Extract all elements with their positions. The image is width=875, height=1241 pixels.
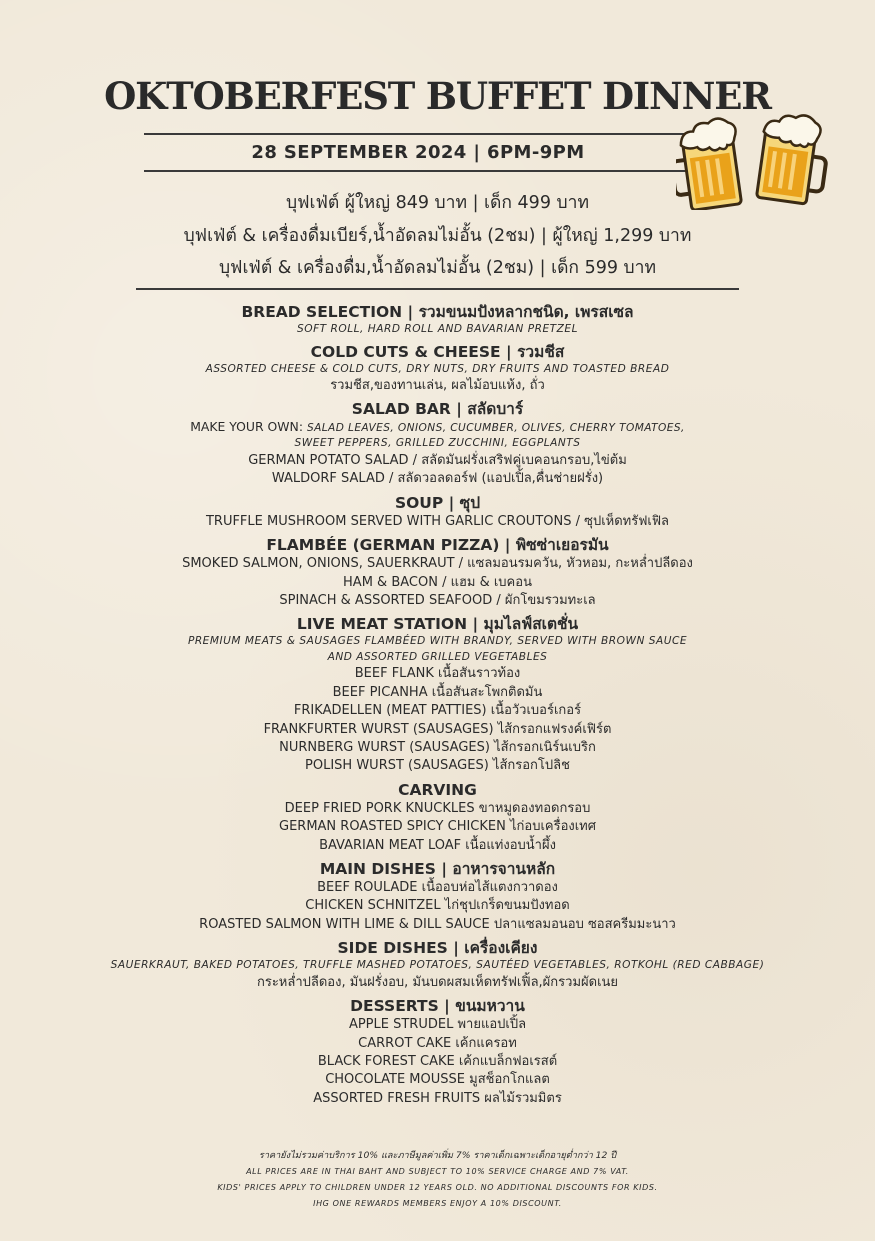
footer-notes (0, 1147, 875, 1212)
menu-item: รวมชีส,ของทานเล่น, ผลไม้อบแห้ง, ถั่ว (330, 378, 545, 393)
menu-item: CHICKEN SCHNITZEL ไก่ชุปเกร็ดขนมปังทอด (305, 898, 570, 914)
menu-item: CARROT CAKE เค้กแครอท (358, 1035, 517, 1051)
menu-item: TRUFFLE MUSHROOM SERVED WITH GARLIC CROUTONS / ซุปเห็ดทรัฟเฟิล (205, 513, 670, 529)
menu-item: GERMAN ROASTED SPICY CHICKEN ไก่อบเครื่องเทศ (279, 819, 596, 835)
footer-note: ราคายังไม่รวมค่าบริการ 10% และภาษีมูลค่าเพิ่ม 7% ราคาเด็กเฉพาะเด็กอายุต่ำกว่า 12 ปี (258, 1150, 617, 1161)
section-heading: LIVE MEAT STATION | มุมไลฟ์สเตชั่น (296, 615, 579, 634)
price-line: บุฟเฟ่ต์ & เครื่องดื่ม,น้ำอัดลมไม่อั้น (2ชม) | เด็ก 599 บาท (218, 258, 657, 278)
menu-item: ASSORTED FRESH FRUITS ผลไม้รวมมิตร (313, 1090, 562, 1106)
price-line: บุฟเฟ่ต์ ผู้ใหญ่ 849 บาท | เด็ก 499 บาท (285, 193, 589, 213)
section-heading: BREAD SELECTION | รวมขนมปังหลากชนิด, เพรสเซล (241, 303, 634, 321)
menu-item: GERMAN POTATO SALAD / สลัดมันฝรั่งเสริฟคู่เบคอนกรอบ,ไข่ต้ม (248, 452, 627, 468)
menu-item: FRANKFURTER WURST (SAUSAGES) ไส้กรอกแฟรงค์เฟิร์ต (263, 721, 612, 737)
price-divider (136, 288, 739, 290)
menu-item: BEEF ROULADE เนื้ออบห่อไส้แตงกวาดอง (317, 880, 558, 895)
date-divider (144, 170, 692, 172)
menu-item: BEEF PICANHA เนื้อสันสะโพกติดมัน (332, 684, 543, 700)
menu-item: BLACK FOREST CAKE เค้กแบล็กฟอเรสต์ (317, 1053, 558, 1069)
footer-note: IHG ONE REWARDS MEMBERS ENJOY A 10% DISCOUNT. (313, 1199, 562, 1208)
section-heading: SALAD BAR | สลัดบาร์ (351, 400, 524, 419)
title-divider (144, 133, 704, 135)
section-heading: COLD CUTS & CHEESE | รวมชีส (310, 342, 565, 361)
menu-item (0, 419, 875, 436)
section-heading: MAIN DISHES | อาหารจานหลัก (319, 860, 556, 878)
menu-item: ROASTED SALMON WITH LIME & DILL SAUCE ปลาแซลมอนอบ ซอสครีมมะนาว (199, 916, 676, 932)
price-line: บุฟเฟ่ต์ & เครื่องดื่มเบียร์,น้ำอัดลมไม่อั้น (2ชม) | ผู้ใหญ่ 1,299 บาท (183, 226, 692, 246)
menu-item: กระหล่ำปลีดอง, มันฝรั่งอบ, มันบดผสมเห็ดทรัฟเฟิ้ล,ผักรวมผัดเนย (256, 974, 619, 990)
menu-item: NURNBERG WURST (SAUSAGES) ไส้กรอกเนิร์นเบริก (279, 739, 596, 755)
section-heading: CARVING (398, 780, 477, 799)
section-description: SOFT ROLL, HARD ROLL AND BAVARIAN PRETZEL (297, 323, 578, 335)
make-your-own-label: MAKE YOUR OWN: (190, 419, 304, 435)
event-date: 28 SEPTEMBER 2024 | 6PM-9PM (251, 142, 585, 163)
menu-title: OKTOBERFEST BUFFET DINNER (104, 74, 771, 118)
footer-note: KIDS' PRICES APPLY TO CHILDREN UNDER 12 YEARS OLD. NO ADDITIONAL DISCOUNTS FOR KIDS. (217, 1183, 658, 1192)
menu-item: SPINACH & ASSORTED SEAFOOD / ผักโขมรวมทะเล (279, 592, 596, 608)
menu-item: DEEP FRIED PORK KNUCKLES ขาหมูดองทอดกรอบ (284, 800, 591, 816)
section-description: PREMIUM MEATS & SAUSAGES FLAMBÉED WITH BRANDY, SERVED WITH BROWN SAUCE (187, 635, 688, 648)
menu-item: HAM & BACON / แฮม & เบคอน (343, 574, 532, 590)
section-description: SAUERKRAUT, BAKED POTATOES, TRUFFLE MASHED POTATOES, SAUTÉED VEGETABLES, ROTKOHL (RED CABBAGE) (110, 959, 765, 972)
menu-body (0, 303, 875, 1108)
menu-item: POLISH WURST (SAUSAGES) ไส้กรอกโปลิช (305, 758, 570, 774)
footer-note: ALL PRICES ARE IN THAI BAHT AND SUBJECT TO 10% SERVICE CHARGE AND 7% VAT. (246, 1167, 629, 1176)
menu-item: BEEF FLANK เนื้อสันราวท้อง (354, 666, 521, 682)
section-heading: FLAMBÉE (GERMAN PIZZA) | พิซซ่าเยอรมัน (266, 536, 609, 555)
menu-item: CHOCOLATE MOUSSE มูสช็อกโกแลต (325, 1072, 550, 1088)
section-description: SALAD LEAVES, ONIONS, CUCUMBER, OLIVES, CHERRY TOMATOES, (306, 422, 685, 435)
section-description: SWEET PEPPERS, GRILLED ZUCCHINI, EGGPLANTS (294, 437, 581, 450)
menu-item: SMOKED SALMON, ONIONS, SAUERKRAUT / แซลมอนรมควัน, หัวหอม, กะหล่ำปลีดอง (182, 556, 693, 572)
section-heading: SOUP | ซุป (394, 493, 481, 512)
section-heading: DESSERTS | ขนมหวาน (350, 997, 525, 1016)
section-description: AND ASSORTED GRILLED VEGETABLES (327, 650, 548, 663)
menu-item: WALDORF SALAD / สลัดวอลดอร์ฟ (แอปเปิ้ล,คื่นช่ายฝรั่ง) (271, 471, 604, 487)
menu-item: APPLE STRUDEL พายแอปเปิ้ล (348, 1017, 527, 1033)
section-description: ASSORTED CHEESE & COLD CUTS, DRY NUTS, DRY FRUITS AND TOASTED BREAD (205, 362, 670, 375)
menu-item: FRIKADELLEN (MEAT PATTIES) เนื้อวัวเบอร์เกอร์ (293, 703, 582, 719)
menu-item: BAVARIAN MEAT LOAF เนื้อแท่งอบน้ำผึ้ง (319, 837, 556, 853)
section-heading: SIDE DISHES | เครื่องเคียง (337, 939, 538, 958)
